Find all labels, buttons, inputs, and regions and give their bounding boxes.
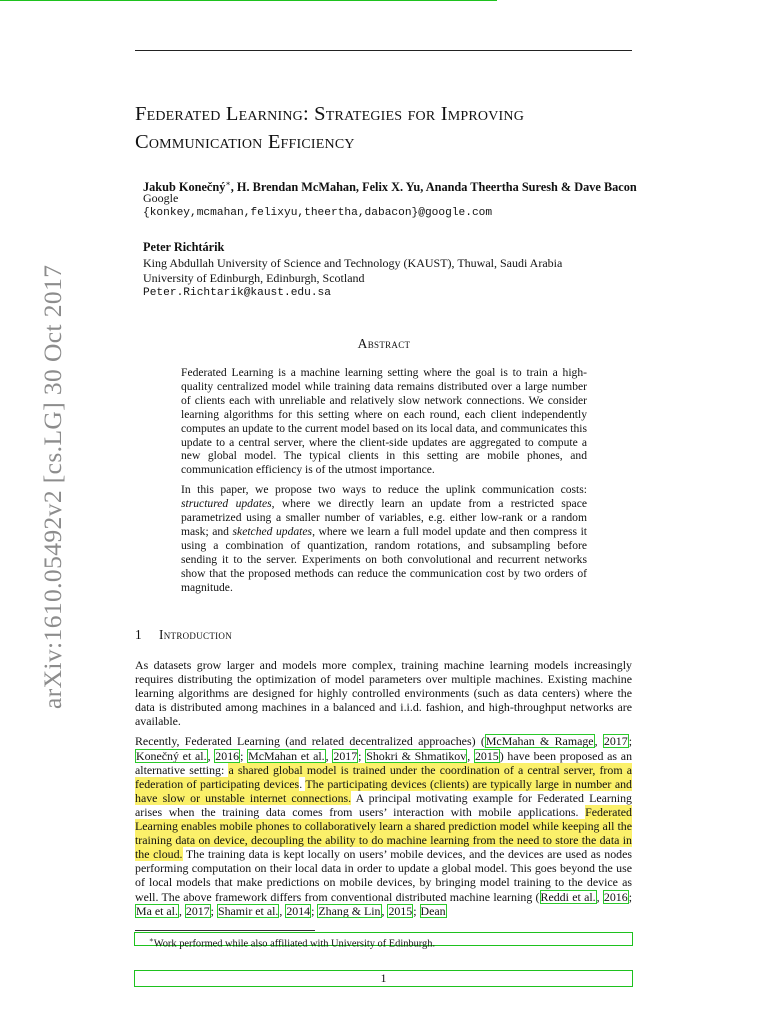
abstract-body xyxy=(181,366,587,601)
intro-text: , xyxy=(594,734,603,749)
abstract-heading: Abstract xyxy=(357,336,411,351)
email-group-1: {konkey,mcmahan,felixyu,theertha,dabacon}@google.com xyxy=(143,207,493,219)
intro-text: The training data is kept locally on users’ mobile devices, and the devices are used as nodes performing computation on their local data in order to update a global model. This goes beyond the use of local models that make predictions on mobile devices, by bringing model training to the device as well. The above framework differs from conventional distributed machine learning ( xyxy=(135,847,633,904)
intro-text: , xyxy=(596,889,603,904)
affiliation-group-1 xyxy=(143,191,492,221)
intro-text: . xyxy=(299,776,306,791)
footnote-mark: ∗ xyxy=(149,936,154,944)
affiliation-edinburgh: University of Edinburgh, Edinburgh, Scotland xyxy=(143,271,365,285)
intro-paragraph-1: As datasets grow larger and models more complex, training machine learning models increasingly requires distributing the optimization of model parameters over multiple machines. Existing machine learning algorithms are designed for highly controlled environments (such as data centers) where the data is distributed among machines in a balanced and i.i.d. fashion, and high-throughput networks are available. xyxy=(135,658,632,729)
intro-paragraph-2 xyxy=(135,734,632,917)
abstract-emphasis-sketched: sketched updates xyxy=(232,524,313,538)
citation-link[interactable]: Konečný et al. xyxy=(136,748,207,763)
intro-text: , xyxy=(467,748,474,763)
highlight-participating-devices: The participating devices (clients) are typically large in number and have slow or unstable internet connections. xyxy=(135,776,632,805)
citation-link[interactable]: McMahan et al. xyxy=(248,748,325,763)
intro-text: ) have been proposed as an alternative setting: xyxy=(135,748,633,777)
intro-text: Recently, Federated Learning (and related decentralized approaches) ( xyxy=(135,734,485,749)
intro-text: ; xyxy=(210,903,217,918)
section-heading-introduction xyxy=(135,627,232,643)
intro-text: ; xyxy=(311,903,318,918)
footnote-rule xyxy=(135,930,315,931)
email-group-2: Peter.Richtarik@kaust.edu.sa xyxy=(143,287,331,299)
citation-link[interactable]: 2015 xyxy=(474,748,499,763)
author-first: Jakub Konečný xyxy=(143,180,226,195)
citation-link[interactable]: Zhang & Lin xyxy=(318,903,381,918)
citation-link[interactable]: Shokri & Shmatikov xyxy=(366,748,467,763)
section-title: Introduction xyxy=(159,627,233,642)
intro-text: ; xyxy=(358,748,366,763)
title-rule xyxy=(135,50,632,51)
abstract-p2-text: , where we learn a full model update and then compress it using a combination of quantization, random rotations, and subsampling before sending it to the server. Experiments on both convolutional and recurrent networks show that the proposed methods can reduce the communication cost by two orders of magnitude. xyxy=(181,524,588,594)
intro-text: ; xyxy=(413,903,420,918)
page-number: 1 xyxy=(380,971,387,985)
title-line-2: Communication Efficiency xyxy=(135,131,355,153)
citation-link[interactable]: 2016 xyxy=(603,889,628,904)
intro-text: ; xyxy=(628,734,632,749)
citation-link[interactable]: Reddi et al. xyxy=(540,889,596,904)
footnote-link-box[interactable] xyxy=(134,932,633,950)
citation-link[interactable]: 2017 xyxy=(185,903,210,918)
citation-link[interactable]: 2016 xyxy=(215,748,240,763)
footnote-text: Work performed while also affiliated with University of Edinburgh. xyxy=(153,938,436,950)
citation-link[interactable]: 2014 xyxy=(286,903,311,918)
link-box-top xyxy=(0,0,497,1)
author-name-group-2: Peter Richtárik xyxy=(143,240,225,254)
abstract-emphasis-structured: structured updates xyxy=(181,497,272,511)
intro-text: ; xyxy=(628,889,632,904)
intro-text: , xyxy=(178,903,185,918)
page-number-link-box[interactable] xyxy=(134,970,633,987)
arxiv-stamp: arXiv:1610.05492v2 [cs.LG] 30 Oct 2017 xyxy=(38,264,67,709)
intro-text: ; xyxy=(240,748,248,763)
intro-text: , xyxy=(325,748,333,763)
affiliation-kaust: King Abdullah University of Science and Technology (KAUST), Thuwal, Saudi Arabia xyxy=(143,256,563,270)
citation-link[interactable]: 2017 xyxy=(603,734,628,749)
citation-link[interactable]: Shamir et al. xyxy=(217,903,279,918)
intro-text: , xyxy=(207,748,215,763)
citation-link[interactable]: Dean xyxy=(420,903,446,918)
author-footnote-mark[interactable]: ∗ xyxy=(225,179,231,188)
section-number: 1 xyxy=(135,627,142,642)
citation-link[interactable]: Ma et al. xyxy=(136,903,178,918)
intro-text: , xyxy=(381,903,388,918)
highlight-federated-learning: Federated Learning enables mobile phones to collaboratively learn a shared prediction model while keeping all the training data on device, decoupling the ability to do machine learning from the need to store the data in the cloud. xyxy=(135,804,632,862)
citation-link[interactable]: 2015 xyxy=(388,903,413,918)
abstract-p2-text: , where we directly learn an update from a restricted space parametrized using a smaller number of variables, e.g. either low-rank or a random mask; and xyxy=(181,497,587,538)
affiliation-group-2 xyxy=(143,256,562,301)
abstract-paragraph-2 xyxy=(181,483,587,594)
highlight-shared-model: a shared global model is trained under the coordination of a central server, from a federation of participating devices xyxy=(135,762,632,791)
title-line-1: Federated Learning: Strategies for Improving xyxy=(135,103,525,125)
author-rest: , H. Brendan McMahan, Felix X. Yu, Ananda Theertha Suresh & Dave Bacon xyxy=(230,180,637,195)
abstract-paragraph-1: Federated Learning is a machine learning setting where the goal is to train a high-quality centralized model while training data remains distributed over a large number of clients each with unreliable and relatively slow network connections. We consider learning algorithms for this setting where on each round, each client independently computes an update to the current model based on its local data, and communicates this update to a central server, where the client-side updates are aggregated to compute a new global model. The typical clients in this setting are mobile phones, and communication efficiency is of the utmost importance. xyxy=(181,366,587,477)
citation-link[interactable]: McMahan & Ramage xyxy=(485,734,594,749)
citation-link[interactable]: 2017 xyxy=(333,748,358,763)
abstract-p2-text: In this paper, we propose two ways to reduce the uplink communication costs: xyxy=(181,483,587,497)
intro-text: , xyxy=(279,903,286,918)
introduction-body xyxy=(135,658,632,924)
paper-title xyxy=(135,100,655,156)
intro-text: A principal motivating example for Federated Learning arises when the training data comes from users’ interaction with mobile applications. xyxy=(135,790,632,819)
affiliation-google: Google xyxy=(143,191,179,205)
